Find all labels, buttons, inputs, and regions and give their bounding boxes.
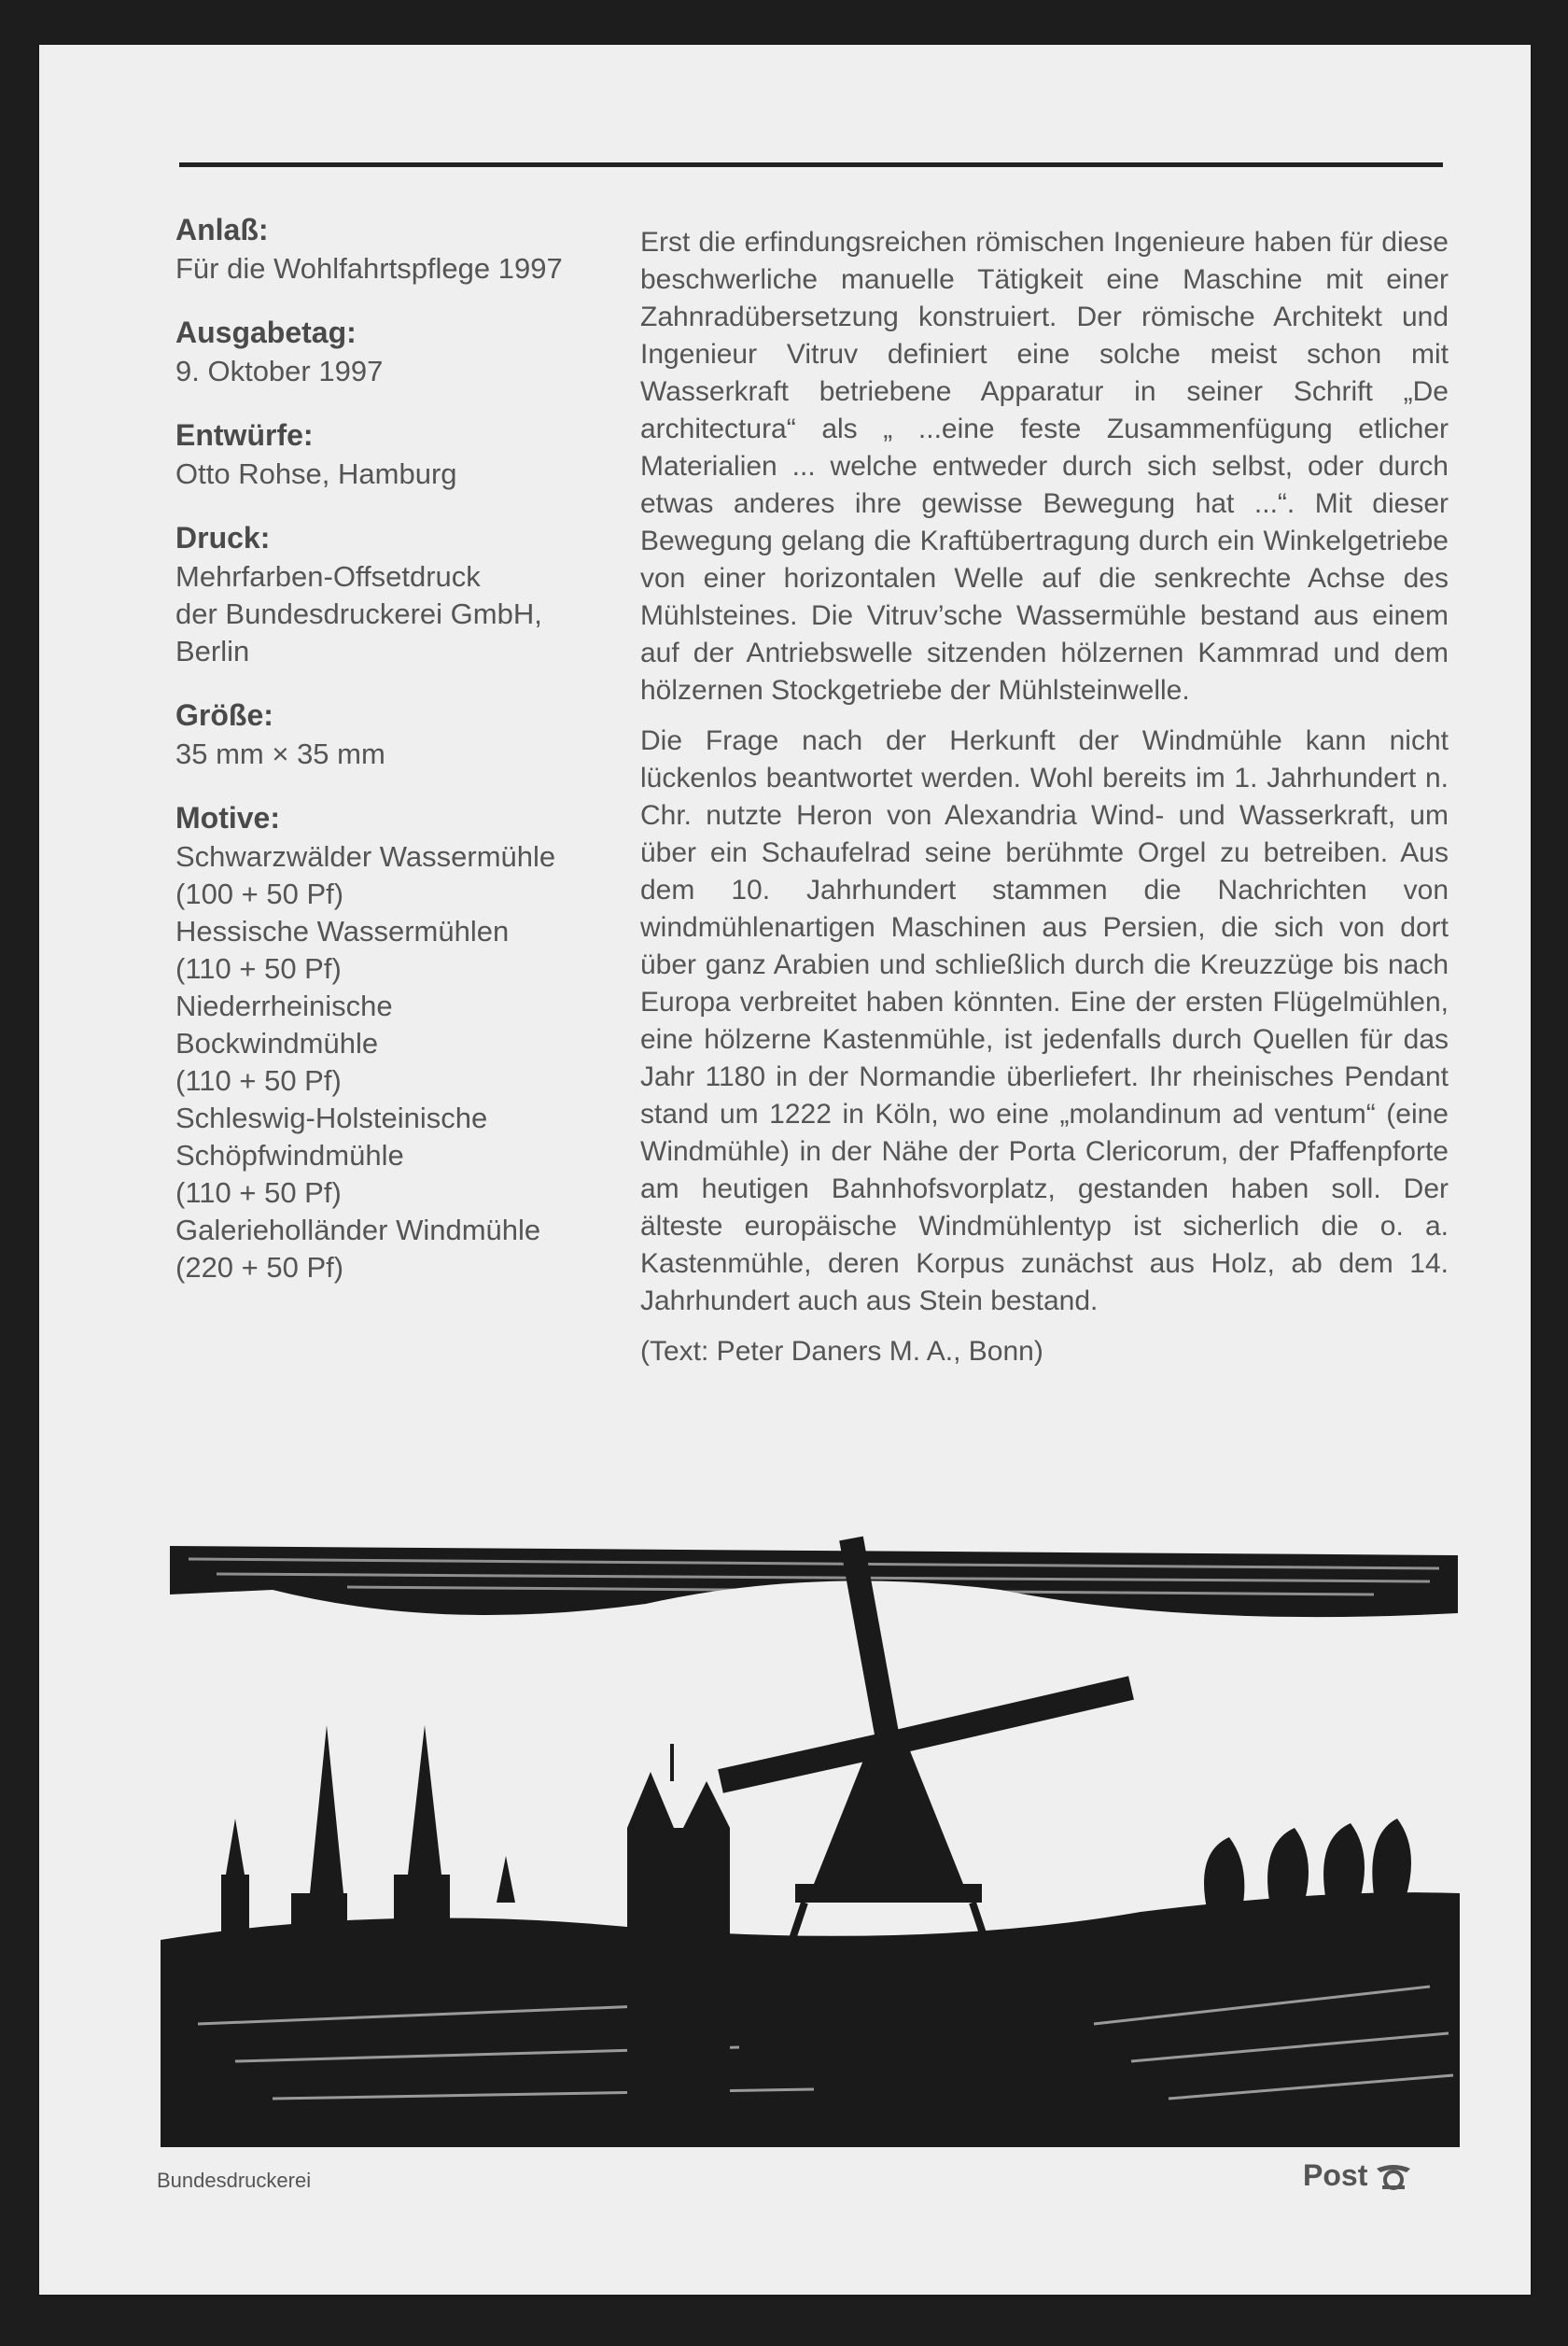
section-size: [175, 696, 661, 773]
motif-line: Niederrheinische: [175, 990, 393, 1022]
section-line: der Bundesdruckerei GmbH,: [175, 597, 542, 630]
motif-line: Schöpfwindmühle: [175, 1139, 404, 1172]
woodcut-illustration: [161, 1501, 1460, 2147]
motif-line: Schwarzwälder Wassermühle: [175, 840, 556, 873]
motif-line: (100 + 50 Pf): [175, 878, 344, 910]
section-label: Anlaß:: [175, 213, 269, 246]
motif-line: (110 + 50 Pf): [175, 952, 342, 985]
section-designs: [175, 416, 661, 493]
paragraph-1: Erst die erfindungsreichen römischen Ingenieure haben für diese beschwerliche manuelle Tätigkeit eine Maschine mit einer Zahnradübersetzung konstruiert. Der römische Architekt und Ingenieur Vitruv definiert eine solche meist schon mit Wasserkraft betriebene Apparatur in seiner Schrift „De architectura“ als „ ...eine feste Zusammenfügung etlicher Materialien ... welche entweder durch sich selbst, oder durch etwas anderes ihre gewisse Bewegung hat ...“. Mit dieser Bewegung gelang die Kraftübertragung durch ein Winkelgetriebe von einer horizontalen Welle auf die senkrechte Achse des Mühlsteines. Die Vitruv’sche Wassermühle bestand aus einem auf der Antriebswelle sitzenden hölzernen Kammrad und dem hölzernen Stockgetriebe der Mühlsteinwelle.: [640, 227, 1449, 706]
motif-line: Bockwindmühle: [175, 1027, 379, 1060]
section-line: Für die Wohlfahrtspflege 1997: [175, 252, 563, 285]
motif-line: (110 + 50 Pf): [175, 1064, 342, 1097]
section-label: Größe:: [175, 698, 273, 732]
section-issue-date: [175, 314, 661, 390]
section-printing: [175, 519, 661, 670]
motif-line: Galerieholländer Windmühle: [175, 1214, 541, 1246]
text-credit: (Text: Peter Daners M. A., Bonn): [640, 1336, 1043, 1367]
post-logo: [1303, 2158, 1414, 2193]
motif-line: Hessische Wassermühlen: [175, 915, 510, 948]
body-text: [640, 224, 1449, 1384]
motif-line: (110 + 50 Pf): [175, 1176, 342, 1209]
document-sheet: [39, 45, 1531, 2295]
section-line: 35 mm × 35 mm: [175, 738, 385, 770]
section-label: Ausgabetag:: [175, 316, 357, 349]
motif-line: (220 + 50 Pf): [175, 1251, 344, 1284]
section-line: 9. Oktober 1997: [175, 355, 384, 387]
printer-credit: Bundesdruckerei: [157, 2169, 312, 2192]
paragraph-2: Die Frage nach der Herkunft der Windmühle kann nicht lückenlos beantwortet werden. Wohl bereits im 1. Jahrhundert n. Chr. nutzte Heron von Alexandria Wind- und Wasserkraft, um über ein Schaufelrad seine berühmte Orgel zu betreiben. Aus dem 10. Jahrhundert stammen die Nachrichten von windmühlenartigen Maschinen aus Persien, die sich von dort über ganz Arabien und schließlich durch die Kreuzzüge bis nach Europa verbreitet haben könnten. Eine der ersten Flügelmühlen, eine hölzerne Kastenmühle, ist jedenfalls durch Quellen für das Jahr 1180 in der Normandie überliefert. Ihr rheinisches Pendant stand um 1222 in Köln, wo eine „molandinum ad ventum“ (eine Windmühle) in der Nähe der Porta Clericorum, der Pfaffenpforte am heutigen Bahnhofsvorplatz, gestanden haben soll. Der älteste europäische Windmühlentyp ist sicherlich die o. a. Kastenmühle, deren Korpus zunächst aus Holz, ab dem 14. Jahrhundert auch aus Stein bestand.: [640, 725, 1449, 1316]
post-brand-text: Post: [1303, 2158, 1368, 2192]
motif-line: Schleswig-Holsteinische: [175, 1102, 488, 1134]
section-label: Motive:: [175, 801, 280, 835]
section-occasion: [175, 211, 661, 288]
section-label: Druck:: [175, 521, 271, 555]
section-label: Entwürfe:: [175, 418, 314, 452]
top-rule: [179, 162, 1443, 167]
section-motifs: [175, 799, 661, 1286]
section-line: Mehrfarben-Offsetdruck: [175, 560, 481, 593]
issue-details: [175, 211, 661, 1313]
section-line: Otto Rohse, Hamburg: [175, 457, 457, 490]
posthorn-icon: [1373, 2159, 1414, 2193]
section-line: Berlin: [175, 635, 250, 667]
